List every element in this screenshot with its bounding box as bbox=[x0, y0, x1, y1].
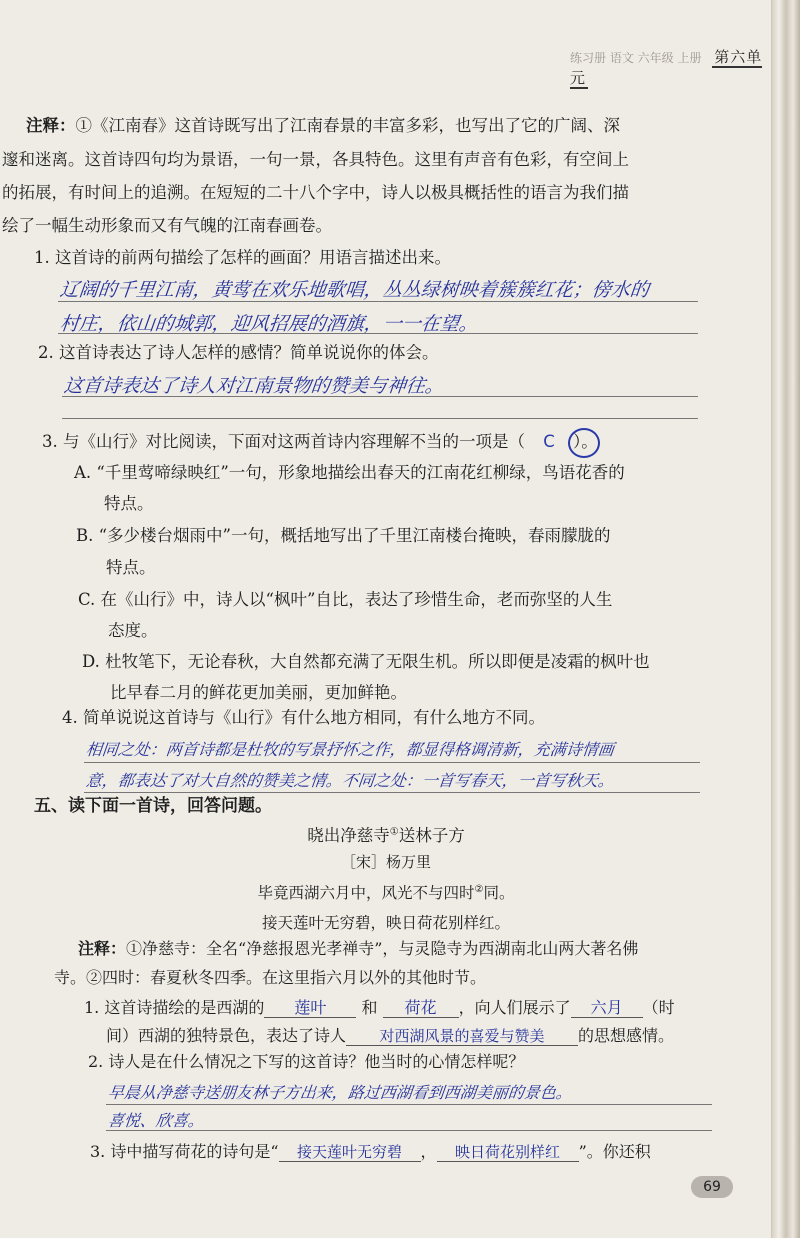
q2-answer: 这首诗表达了诗人对江南景物的赞美与神往。 bbox=[62, 375, 446, 397]
q1-answer-line-1: 辽阔的千里江南，黄莺在欢乐地歌唱，丛丛绿树映着簇簇红花；傍水的 bbox=[58, 279, 651, 301]
section-5-heading: 五、读下面一首诗，回答问题。 bbox=[34, 796, 272, 816]
q3-answer: C bbox=[543, 432, 555, 451]
option-d-line-1: D. 杜牧笔下，无论春秋，大自然都充满了无限生机。所以即便是凌霜的枫叶也 bbox=[82, 652, 650, 671]
poem-question-2: 2. 诗人是在什么情况之下写的这首诗？他当时的心情怎样呢？ bbox=[88, 1052, 525, 1071]
note1-line-4: 绘了一幅生动形象而又有气魄的江南春画卷。 bbox=[2, 216, 332, 235]
poem-question-1-line-1: 1. 这首诗描绘的是西湖的 莲叶 和 荷花 ，向人们展示了 六月 （时 bbox=[84, 998, 675, 1017]
book-page-edges bbox=[772, 0, 800, 1238]
answer-rule bbox=[58, 333, 698, 334]
answer-rule bbox=[62, 396, 698, 397]
blank-3: 六月 bbox=[571, 998, 643, 1018]
blank-6: 映日荷花别样红 bbox=[437, 1143, 579, 1162]
poem-question-1-line-2: 间）西湖的独特景色，表达了诗人 对西湖风景的喜爱与赞美 的思想感情。 bbox=[106, 1026, 675, 1045]
answer-rule bbox=[84, 792, 700, 793]
question-2: 2. 这首诗表达了诗人怎样的感情？简单说说你的体会。 bbox=[38, 343, 439, 362]
option-d-line-2: 比早春二月的鲜花更加美丽，更加鲜艳。 bbox=[110, 683, 407, 702]
note1-label: 注释： bbox=[26, 116, 76, 135]
p2-answer-line-2: 喜悦、欣喜。 bbox=[106, 1111, 205, 1130]
p2-answer-line-1: 早晨从净慈寺送朋友林子方出来，路过西湖看到西湖美丽的景色。 bbox=[106, 1083, 573, 1102]
blank-4: 对西湖风景的喜爱与赞美 bbox=[346, 1027, 578, 1046]
q4-answer-line-1: 相同之处：两首诗都是杜牧的写景抒怀之作，都显得格调清新，充满诗情画 bbox=[84, 740, 615, 759]
blank-5: 接天莲叶无穷碧 bbox=[279, 1143, 421, 1162]
poem-line-2: 接天莲叶无穷碧，映日荷花别样红。 bbox=[261, 914, 510, 932]
header-book-title: 练习册 语文 六年级 上册 bbox=[570, 51, 702, 65]
answer-rule bbox=[106, 1104, 712, 1105]
question-4: 4. 简单说说这首诗与《山行》有什么地方相同，有什么地方不同。 bbox=[62, 708, 545, 727]
note1-line-3: 的拓展，有时间上的追溯。在短短的二十八个字中，诗人以极具概括性的语言为我们描 bbox=[2, 183, 629, 202]
poem-title: 晓出净慈寺①送林子方 bbox=[307, 826, 465, 845]
blank-2: 荷花 bbox=[383, 998, 459, 1018]
option-b-line-1: B. “多少楼台烟雨中”一句，概括地写出了千里江南楼台掩映，春雨朦胧的 bbox=[76, 526, 611, 545]
q1-answer-line-2: 村庄，依山的城郭，迎风招展的酒旗，一一在望。 bbox=[58, 313, 480, 335]
answer-rule bbox=[84, 762, 700, 763]
poem-author: ［宋］杨万里 bbox=[340, 853, 431, 871]
answer-circle bbox=[568, 428, 600, 458]
running-header bbox=[570, 46, 771, 88]
question-3: 3. 与《山行》对比阅读，下面对这两首诗内容理解不当的一项是（ C ）。 bbox=[42, 432, 598, 451]
answer-rule bbox=[58, 301, 698, 302]
option-c-line-1: C. 在《山行》中，诗人以“枫叶”自比，表达了珍惜生命，老而弥坚的人生 bbox=[78, 590, 613, 609]
answer-rule bbox=[106, 1130, 712, 1131]
q4-answer-line-2: 意，都表达了对大自然的赞美之情。不同之处：一首写春天，一首写秋天。 bbox=[84, 771, 615, 790]
option-b-line-2: 特点。 bbox=[106, 558, 156, 577]
option-a-line-2: 特点。 bbox=[104, 494, 154, 513]
header-unit: 第六单元 bbox=[570, 48, 763, 87]
note2-line-2: 寺。②四时：春夏秋冬四季。在这里指六月以外的其他时节。 bbox=[54, 968, 487, 987]
poem-question-3: 3. 诗中描写荷花的诗句是“ 接天莲叶无穷碧 ， 映日荷花别样红 ”。你还积 bbox=[90, 1142, 651, 1161]
poem-line-1: 毕竟西湖六月中，风光不与四时②同。 bbox=[257, 883, 515, 902]
note2-line-1: 注释：①净慈寺：全名“净慈报恩光孝禅寺”，与灵隐寺为西湖南北山两大著名佛 bbox=[78, 939, 639, 958]
note1-line-1: 注释：①《江南春》这首诗既写出了江南春景的丰富多彩，也写出了它的广阔、深 bbox=[26, 116, 620, 135]
option-a-line-1: A. “千里莺啼绿映红”一句，形象地描绘出春天的江南花红柳绿，鸟语花香的 bbox=[74, 463, 625, 482]
option-c-line-2: 态度。 bbox=[108, 621, 158, 640]
note1-line-2: 邃和迷离。这首诗四句均为景语，一句一景，各具特色。这里有声音有色彩，有空间上 bbox=[2, 150, 629, 169]
question-1: 1. 这首诗的前两句描绘了怎样的画面？用语言描述出来。 bbox=[34, 248, 451, 267]
page-number: 69 bbox=[691, 1176, 733, 1198]
blank-1: 莲叶 bbox=[264, 998, 356, 1018]
answer-rule bbox=[62, 418, 698, 419]
